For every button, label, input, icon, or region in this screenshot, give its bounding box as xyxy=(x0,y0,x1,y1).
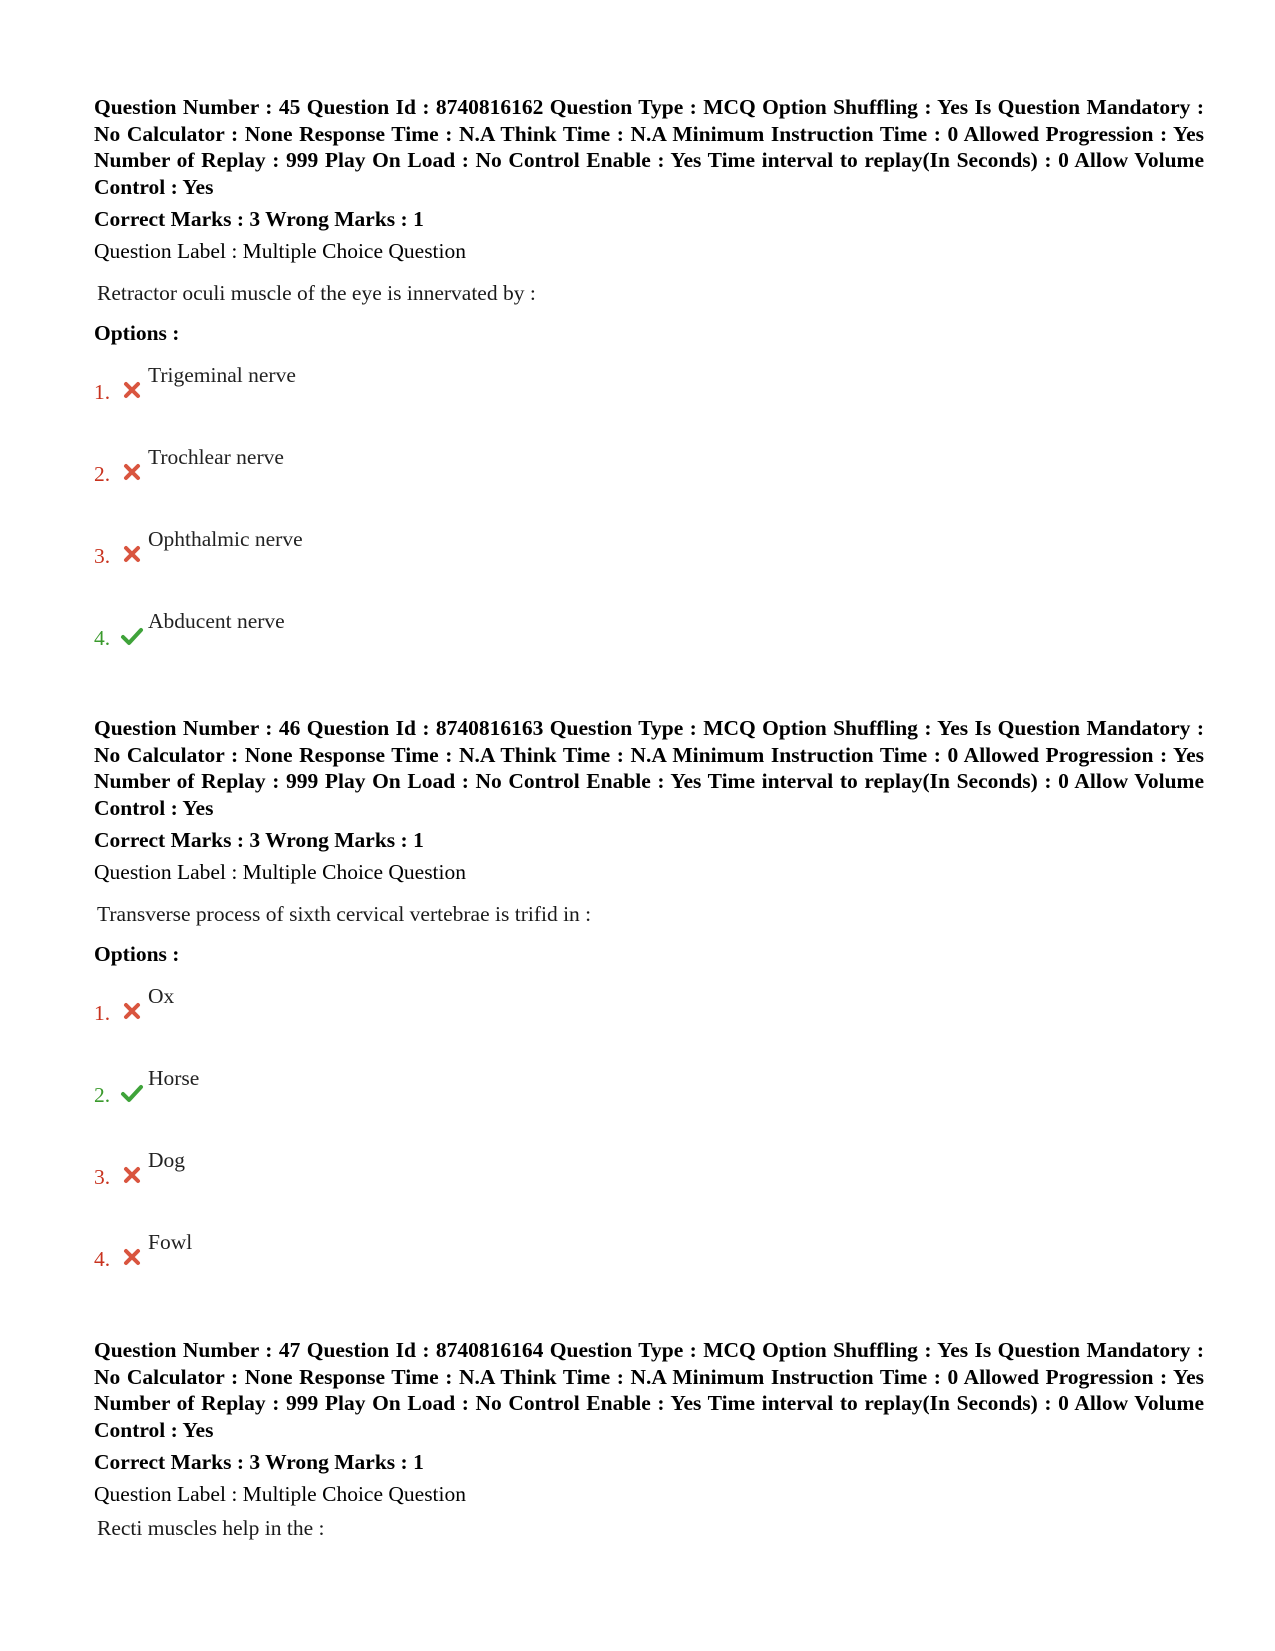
option-item xyxy=(94,1213,1204,1295)
option-item xyxy=(94,428,1204,510)
question-block xyxy=(94,94,1204,674)
question-block xyxy=(94,715,1204,1295)
options-list xyxy=(94,346,1204,674)
option-text: Ox xyxy=(148,984,175,1008)
option-item xyxy=(94,346,1204,428)
question-label: Question Label : Multiple Choice Question xyxy=(94,239,467,263)
option-text: Trigeminal nerve xyxy=(148,363,296,387)
option-item xyxy=(94,510,1204,592)
option-item xyxy=(94,1049,1204,1131)
question-marks: Correct Marks : 3 Wrong Marks : 1 xyxy=(94,828,424,852)
cross-icon xyxy=(120,542,144,566)
option-number: 3. xyxy=(94,544,111,568)
option-text: Fowl xyxy=(148,1230,193,1254)
check-icon xyxy=(120,1081,144,1105)
cross-icon xyxy=(120,1163,144,1187)
question-label: Question Label : Multiple Choice Question xyxy=(94,860,467,884)
cross-icon xyxy=(120,1245,144,1269)
question-stem: Recti muscles help in the : xyxy=(97,1516,325,1540)
cross-icon xyxy=(120,460,144,484)
question-stem: Retractor oculi muscle of the eye is innervated by : xyxy=(97,281,536,305)
option-number: 2. xyxy=(94,1083,111,1107)
check-icon xyxy=(120,624,144,648)
question-stem: Transverse process of sixth cervical vertebrae is trifid in : xyxy=(97,902,592,926)
option-number: 2. xyxy=(94,462,111,486)
question-block xyxy=(94,1337,1204,1541)
question-label: Question Label : Multiple Choice Question xyxy=(94,1482,467,1506)
question-meta: Question Number : 45 Question Id : 8740816162 Question Type : MCQ Option Shuffling : Yes Is Question Mandatory : No Calculator : None Response Time : N.A Think Time : N.A Minimum Instruction Time : 0 Allowed Progression : Yes Number of Replay : 999 Play On Load : No Control Enable : Yes Time interval to replay(In Seconds) : 0 Allow Volume Control : Yes xyxy=(94,95,1204,199)
question-marks: Correct Marks : 3 Wrong Marks : 1 xyxy=(94,207,424,231)
cross-icon xyxy=(120,378,144,402)
options-heading: Options : xyxy=(94,942,180,966)
option-number: 1. xyxy=(94,1001,111,1025)
option-text: Ophthalmic nerve xyxy=(148,527,303,551)
question-meta: Question Number : 47 Question Id : 8740816164 Question Type : MCQ Option Shuffling : Yes Is Question Mandatory : No Calculator : None Response Time : N.A Think Time : N.A Minimum Instruction Time : 0 Allowed Progression : Yes Number of Replay : 999 Play On Load : No Control Enable : Yes Time interval to replay(In Seconds) : 0 Allow Volume Control : Yes xyxy=(94,1338,1204,1442)
option-text: Horse xyxy=(148,1066,200,1090)
cross-icon xyxy=(120,999,144,1023)
option-number: 4. xyxy=(94,1247,111,1271)
option-text: Abducent nerve xyxy=(148,609,285,633)
question-marks: Correct Marks : 3 Wrong Marks : 1 xyxy=(94,1450,424,1474)
option-text: Dog xyxy=(148,1148,186,1172)
option-item xyxy=(94,967,1204,1049)
option-number: 3. xyxy=(94,1165,111,1189)
options-list xyxy=(94,967,1204,1295)
option-number: 1. xyxy=(94,380,111,404)
option-text: Trochlear nerve xyxy=(148,445,284,469)
option-number: 4. xyxy=(94,626,111,650)
question-meta: Question Number : 46 Question Id : 8740816163 Question Type : MCQ Option Shuffling : Yes Is Question Mandatory : No Calculator : None Response Time : N.A Think Time : N.A Minimum Instruction Time : 0 Allowed Progression : Yes Number of Replay : 999 Play On Load : No Control Enable : Yes Time interval to replay(In Seconds) : 0 Allow Volume Control : Yes xyxy=(94,716,1204,820)
option-item xyxy=(94,1131,1204,1213)
option-item xyxy=(94,592,1204,674)
options-heading: Options : xyxy=(94,321,180,345)
